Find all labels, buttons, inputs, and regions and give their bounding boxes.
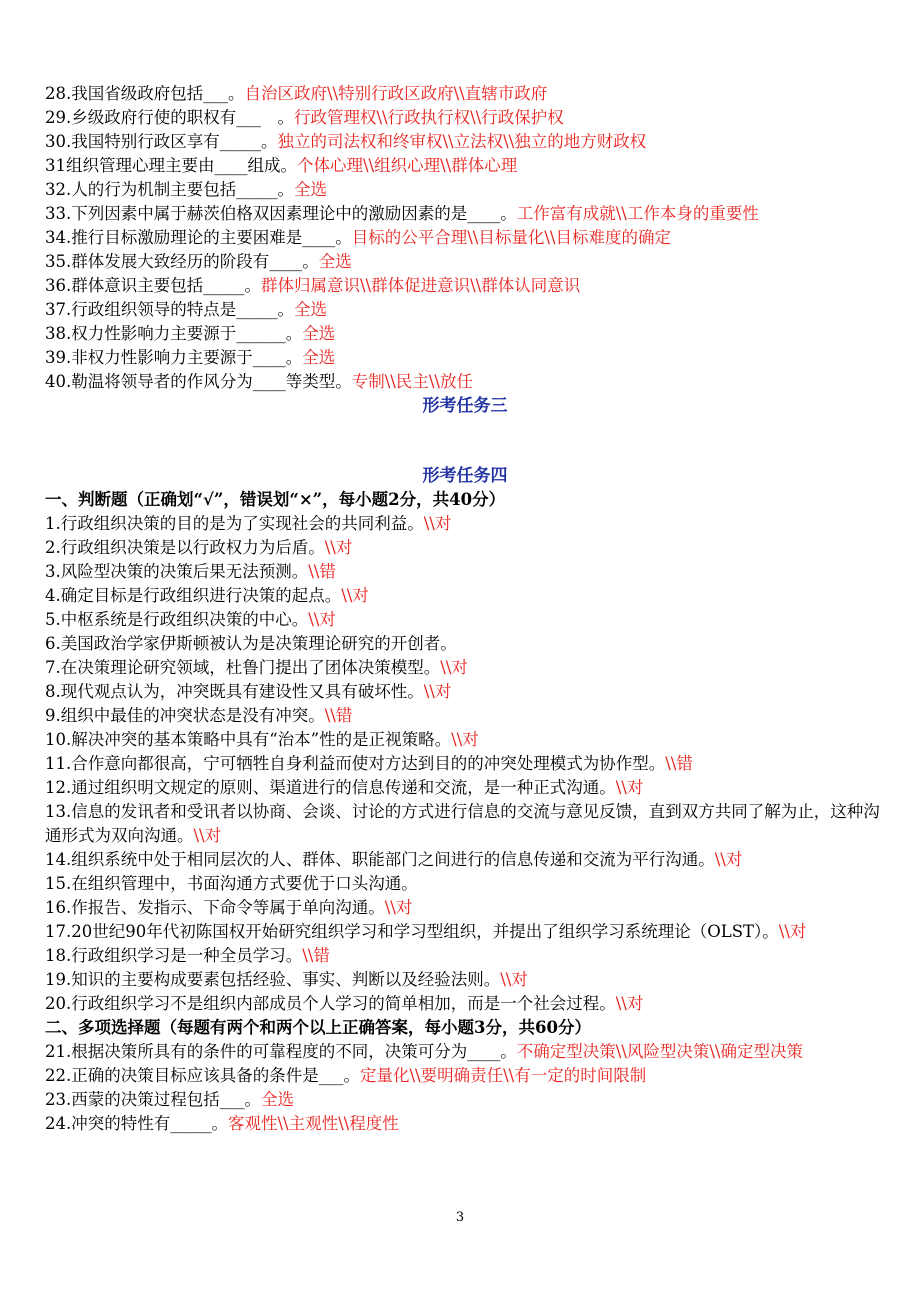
question-text: 39.非权力性影响力主要源于____。 xyxy=(45,348,303,367)
question-text: 35.群体发展大致经历的阶段有____。 xyxy=(45,252,319,271)
answer-text: \\对 xyxy=(423,514,452,533)
question-text: 12.通过组织明文规定的原则、渠道进行的信息传递和交流，是一种正式沟通。 xyxy=(45,778,616,797)
question-text: 4.确定目标是行政组织进行决策的起点。 xyxy=(45,586,342,605)
answer-text: 定量化\\要明确责任\\有一定的时间限制 xyxy=(360,1066,647,1085)
blank-area xyxy=(45,418,885,464)
answer-text: \\对 xyxy=(341,586,369,605)
section-heading-multiple-choice: 二、多项选择题（每题有两个和两个以上正确答案，每小题3分，共60分） xyxy=(45,1018,591,1037)
question-text: 19.知识的主要构成要素包括经验、事实、判断以及经验法则。 xyxy=(45,970,501,989)
question-text: 24.冲突的特性有_____。 xyxy=(45,1114,228,1133)
question-text: 40.勒温将领导者的作风分为____等类型。 xyxy=(45,372,352,391)
question-item xyxy=(45,154,885,178)
question-text: 30.我国特别行政区享有_____。 xyxy=(45,132,278,151)
question-text: 21.根据决策所具有的条件的可靠程度的不同，决策可分为____。 xyxy=(45,1042,517,1061)
question-item xyxy=(45,920,885,944)
question-item xyxy=(45,298,885,322)
question-item xyxy=(45,992,885,1016)
question-text: 17.20世纪90年代初陈国权开始研究组织学习和学习型组织，并提出了组织学习系统理论（OLST）。 xyxy=(45,922,779,941)
answer-text: 全选 xyxy=(302,348,336,367)
question-text: 8.现代观点认为，冲突既具有建设性又具有破坏性。 xyxy=(45,682,424,701)
question-text: 10.解决冲突的基本策略中具有“治本”性的是正视策略。 xyxy=(45,730,452,749)
question-item xyxy=(45,370,885,394)
answer-text: \\对 xyxy=(384,898,413,917)
answer-text: 工作富有成就\\工作本身的重要性 xyxy=(516,204,759,223)
answer-text: 自治区政府\\特别行政区政府\\直辖市政府 xyxy=(244,84,548,103)
question-item xyxy=(45,1040,885,1064)
question-item xyxy=(45,1088,885,1112)
answer-text: 专制\\民主\\放任 xyxy=(351,372,473,391)
answer-text: \\错 xyxy=(302,946,330,965)
question-item xyxy=(45,512,885,536)
question-item xyxy=(45,106,885,130)
question-item xyxy=(45,82,885,106)
answer-text: \\对 xyxy=(440,658,468,677)
answer-text: \\对 xyxy=(615,778,644,797)
question-item xyxy=(45,848,885,872)
question-text: 2.行政组织决策是以行政权力为后盾。 xyxy=(45,538,325,557)
answer-text: 个体心理\\组织心理\\群体心理 xyxy=(297,156,518,175)
question-item xyxy=(45,632,885,656)
answer-text: 全选 xyxy=(261,1090,294,1109)
answer-text: \\对 xyxy=(714,850,743,869)
question-text: 11.合作意向都很高，宁可牺牲自身利益而使对方达到目的的冲突处理模式为协作型。 xyxy=(45,754,666,773)
answer-text: 全选 xyxy=(302,324,336,343)
question-item xyxy=(45,872,885,896)
question-text: 20.行政组织学习不是组织内部成员个人学习的简单相加，而是一个社会过程。 xyxy=(45,994,616,1013)
answer-text: \\对 xyxy=(193,826,222,845)
question-item xyxy=(45,752,885,776)
answer-text: 目标的公平合理\\目标量化\\目标难度的确定 xyxy=(351,228,671,247)
page-number: 3 xyxy=(455,1210,465,1225)
question-text: 22.正确的决策目标应该具备的条件是___。 xyxy=(45,1066,360,1085)
question-text: 31组织管理心理主要由____组成。 xyxy=(45,156,297,175)
question-item xyxy=(45,656,885,680)
question-item xyxy=(45,968,885,992)
answer-text: \\错 xyxy=(665,754,693,773)
question-item xyxy=(45,944,885,968)
section-title-task3: 形考任务三 xyxy=(422,396,508,416)
question-item xyxy=(45,250,885,274)
question-item xyxy=(45,800,885,848)
answer-text: 全选 xyxy=(294,180,327,199)
question-text: 1.行政组织决策的目的是为了实现社会的共同利益。 xyxy=(45,514,424,533)
question-item xyxy=(45,274,885,298)
question-item xyxy=(45,226,885,250)
answer-text: \\错 xyxy=(308,562,336,581)
question-text: 3.风险型决策的决策后果无法预测。 xyxy=(45,562,309,581)
question-text: 38.权力性影响力主要源于______。 xyxy=(45,324,303,343)
section-title-task4: 形考任务四 xyxy=(422,466,508,486)
answer-text: \\对 xyxy=(615,994,644,1013)
question-item xyxy=(45,1112,885,1136)
answer-text: \\对 xyxy=(500,970,528,989)
question-item xyxy=(45,728,885,752)
answer-text: \\错 xyxy=(324,706,353,725)
question-item xyxy=(45,896,885,920)
answer-text: \\对 xyxy=(451,730,479,749)
question-item xyxy=(45,680,885,704)
answer-text: 群体归属意识\\群体促进意识\\群体认同意识 xyxy=(261,276,581,295)
answer-text: \\对 xyxy=(308,610,336,629)
question-block-true-false xyxy=(45,512,885,1016)
question-item xyxy=(45,584,885,608)
answer-text: 行政管理权\\行政执行权\\行政保护权 xyxy=(294,108,564,127)
answer-text: 独立的司法权和终审权\\立法权\\独立的地方财政权 xyxy=(277,132,647,151)
question-text: 15.在组织管理中，书面沟通方式要优于口头沟通。 xyxy=(45,874,418,893)
answer-text: \\对 xyxy=(423,682,452,701)
question-text: 29.乡级政府行使的职权有___ 。 xyxy=(45,108,294,127)
question-item xyxy=(45,704,885,728)
question-text: 34.推行目标激励理论的主要困难是____。 xyxy=(45,228,352,247)
question-text: 13.信息的发讯者和受讯者以协商、会谈、讨论的方式进行信息的交流与意见反馈，直到双方共同了解为止，这种沟通形式为双向沟通。 xyxy=(45,802,880,845)
question-text: 5.中枢系统是行政组织决策的中心。 xyxy=(45,610,309,629)
question-item xyxy=(45,322,885,346)
section-heading-true-false: 一、判断题（正确划“√”，错误划“×”，每小题2分，共40分） xyxy=(45,490,506,509)
question-text: 33.下列因素中属于赫茨伯格双因素理论中的激励因素的是____。 xyxy=(45,204,517,223)
question-item xyxy=(45,560,885,584)
question-text: 16.作报告、发指示、下命令等属于单向沟通。 xyxy=(45,898,385,917)
question-block-part3 xyxy=(45,82,885,394)
question-text: 14.组织系统中处于相同层次的人、群体、职能部门之间进行的信息传递和交流为平行沟通。 xyxy=(45,850,715,869)
question-item xyxy=(45,776,885,800)
question-item xyxy=(45,130,885,154)
question-text: 36.群体意识主要包括_____。 xyxy=(45,276,261,295)
question-item xyxy=(45,608,885,632)
question-text: 9.组织中最佳的冲突状态是没有冲突。 xyxy=(45,706,325,725)
answer-text: 不确定型决策\\风险型决策\\确定型决策 xyxy=(516,1042,803,1061)
answer-text: \\对 xyxy=(778,922,807,941)
question-text: 7.在决策理论研究领域，杜鲁门提出了团体决策模型。 xyxy=(45,658,441,677)
question-text: 6.美国政治学家伊斯顿被认为是决策理论研究的开创者。 xyxy=(45,634,457,653)
answer-text: 全选 xyxy=(318,252,352,271)
question-item xyxy=(45,1064,885,1088)
question-item xyxy=(45,178,885,202)
question-item xyxy=(45,202,885,226)
question-text: 37.行政组织领导的特点是_____。 xyxy=(45,300,294,319)
answer-text: 全选 xyxy=(294,300,327,319)
answer-text: 客观性\\主观性\\程度性 xyxy=(228,1114,399,1133)
question-item xyxy=(45,346,885,370)
answer-text: \\对 xyxy=(324,538,353,557)
question-text: 32.人的行为机制主要包括_____。 xyxy=(45,180,294,199)
question-text: 28.我国省级政府包括___。 xyxy=(45,84,245,103)
question-block-multiple-choice xyxy=(45,1040,885,1136)
question-item xyxy=(45,536,885,560)
question-text: 18.行政组织学习是一种全员学习。 xyxy=(45,946,303,965)
question-text: 23.西蒙的决策过程包括___。 xyxy=(45,1090,261,1109)
document-page xyxy=(45,82,885,1136)
